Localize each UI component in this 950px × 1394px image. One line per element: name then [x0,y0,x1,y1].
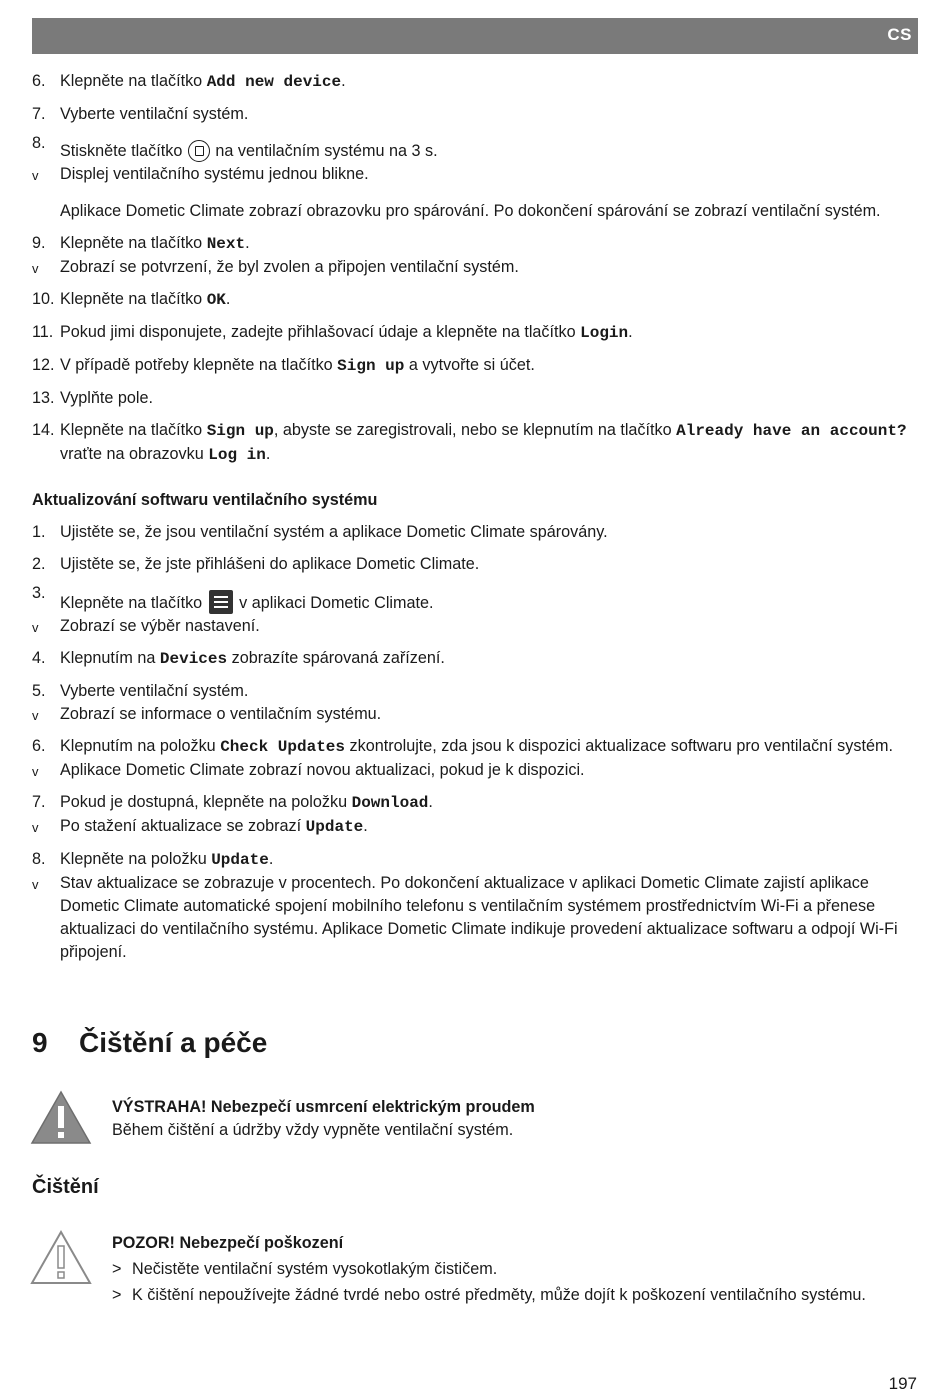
step-number: 2. [32,555,46,573]
result-mark: v [32,820,39,835]
bullet-text: K čištění nepoužívejte žádné tvrdé nebo ostré předměty, může dojít k poškození ventilačního systému. [132,1286,866,1304]
step-text: . [265,445,271,463]
chapter-title: Čištění a péče [79,1027,268,1058]
ui-label: Update [305,818,364,836]
warning-title: VÝSTRAHA! Nebezpečí usmrcení elektrickým proudem [112,1098,535,1116]
ui-label: Download [351,794,429,812]
ui-label: Sign up [206,422,274,440]
step-text: zobrazíte spárovaná zařízení. [227,649,445,667]
warning-description: Během čištění a údržby vždy vypněte ventilační systém. [112,1121,514,1139]
caution-bullet [112,1258,912,1281]
step-text: . [225,290,231,308]
result-mark: v [32,764,39,779]
caution-text [112,1232,912,1307]
result-mark: v [32,620,39,635]
header-bar [32,18,918,54]
bullet-mark: > [112,1286,122,1304]
step-text: Ujistěte se, že jsou ventilační systém a aplikace Dometic Climate spárovány. [60,523,608,541]
result-mark: v [32,168,39,183]
ui-label: Add new device [206,73,342,91]
result-text: Zobrazí se výběr nastavení. [60,617,260,635]
result-8 [32,163,918,186]
chapter-heading [32,1027,267,1059]
step-text: Pokud je dostupná, klepněte na položku [60,793,352,811]
update-step-6 [32,735,918,759]
update-step-8 [32,848,918,872]
step-text: . [268,850,274,868]
step-number: 13. [32,389,55,407]
step-number: 5. [32,682,46,700]
warning-text [112,1096,912,1142]
ui-label: Next [206,235,246,253]
update-step-2 [32,553,918,576]
step-text: Klepněte na tlačítko [60,234,207,252]
warning-triangle-icon [30,1090,92,1145]
ui-label: Update [211,851,269,869]
update-result-5 [32,703,918,726]
step-text: . [628,323,633,341]
language-code: CS [887,25,912,44]
step-12 [32,354,918,378]
update-result-8 [32,872,918,964]
step-6 [32,70,918,94]
step-number: 7. [32,793,46,811]
step-text: Vyberte ventilační systém. [60,682,249,700]
result-text: . [363,817,368,835]
step-number: 8. [32,134,46,152]
result-9 [32,256,918,279]
result-mark: v [32,708,39,723]
result-text: Zobrazí se potvrzení, že byl zvolen a připojen ventilační systém. [60,258,519,276]
step-number: 11. [32,323,54,341]
step-text: Klepnutím na [60,649,160,667]
result-text: Zobrazí se informace o ventilačním systému. [60,705,382,723]
chapter-number: 9 [32,1027,48,1058]
step-text: Klepněte na tlačítko [60,594,207,612]
ui-label: Devices [159,650,228,668]
update-step-1 [32,521,918,544]
page-number: 197 [888,1374,917,1393]
step-number: 10. [32,290,55,308]
ui-label: Sign up [337,357,405,375]
ui-label: OK [206,291,226,309]
caution-triangle-icon [30,1230,92,1285]
update-step-3 [32,584,918,615]
step-text: Klepněte na položku [60,850,212,868]
step-text: a vytvořte si účet. [404,356,535,374]
step-text: Ujistěte se, že jste přihlášeni do aplikace Dometic Climate. [60,555,480,573]
update-result-7 [32,815,918,839]
result-text: Displej ventilačního systému jednou blikne. [60,165,369,183]
step-text: Stiskněte tlačítko [60,142,187,160]
step-text: . [341,72,346,90]
update-result-6 [32,759,918,782]
step-number: 14. [32,421,55,439]
step-14 [32,419,918,467]
step-text: Klepněte na tlačítko [60,290,207,308]
result-mark: v [32,877,39,892]
ui-label: Login [580,324,629,342]
step-text: V případě potřeby klepněte na tlačítko [60,356,338,374]
step-text: v aplikaci Dometic Climate. [234,594,434,612]
step-text: . [245,234,250,252]
step-text: Pokud jimi disponujete, zadejte přihlašovací údaje a klepněte na tlačítko [60,323,581,341]
step-number: 6. [32,737,46,755]
step-10 [32,288,918,312]
step-text: Vyberte ventilační systém. [60,105,249,123]
step-text: na ventilačním systému na 3 s. [210,142,438,160]
main-content [32,70,918,964]
section-heading: Aktualizování softwaru ventilačního systému [32,491,378,509]
step-8 [32,134,918,163]
step-text: , abyste se zaregistrovali, nebo se klepnutím na tlačítko [273,421,677,439]
result-text: Aplikace Dometic Climate zobrazí novou aktualizaci, pokud je k dispozici. [60,761,585,779]
section-title: Čištění [32,1176,99,1198]
step-number: 6. [32,72,46,90]
step-9 [32,232,918,256]
step-text: Klepněte na tlačítko [60,421,207,439]
update-result-3 [32,615,918,638]
caution-bullet [112,1284,912,1307]
step-text: . [428,793,433,811]
step-number: 12. [32,356,55,374]
menu-icon [209,590,233,614]
ui-label: Check Updates [220,738,346,756]
update-step-7 [32,791,918,815]
caution-title: POZOR! Nebezpečí poškození [112,1234,344,1252]
paragraph-text: Aplikace Dometic Climate zobrazí obrazovku pro spárování. Po dokončení spárování se zobrazí ventilační systém. [60,202,881,220]
step-number: 7. [32,105,46,123]
power-button-icon [188,140,210,162]
paragraph-8 [32,200,918,223]
step-number: 8. [32,850,46,868]
update-step-5 [32,680,918,703]
update-step-4 [32,647,918,671]
step-number: 3. [32,584,46,602]
result-text: Stav aktualizace se zobrazuje v procentech. Po dokončení aktualizace v aplikaci Dometic Climate zajistí aplikace Dometic Climate automatické spojení mobilního telefonu s ventilačním systémem prostřednictvím Wi-Fi a přenese aktualizaci do ventilačního systému. Aplikace Dometic Climate indikuje provedení aktualizace softwaru a odpojí Wi-Fi připojení. [60,874,898,961]
step-11 [32,321,918,345]
result-text: Po stažení aktualizace se zobrazí [60,817,306,835]
step-text: Klepnutím na položku [60,737,221,755]
bullet-text: Nečistěte ventilační systém vysokotlakým čističem. [132,1260,498,1278]
step-number: 9. [32,234,46,252]
step-number: 4. [32,649,46,667]
step-7 [32,103,918,126]
step-13 [32,387,918,410]
step-text: zkontrolujte, zda jsou k dispozici aktualizace softwaru pro ventilační systém. [345,737,893,755]
result-mark: v [32,261,39,276]
step-text: Vyplňte pole. [60,389,153,407]
ui-label: Already have an account? [676,422,907,440]
ui-label: Log in [208,446,266,464]
step-number: 1. [32,523,46,541]
step-text: vraťte na obrazovku [60,445,209,463]
bullet-mark: > [112,1260,122,1278]
step-text: Klepněte na tlačítko [60,72,207,90]
